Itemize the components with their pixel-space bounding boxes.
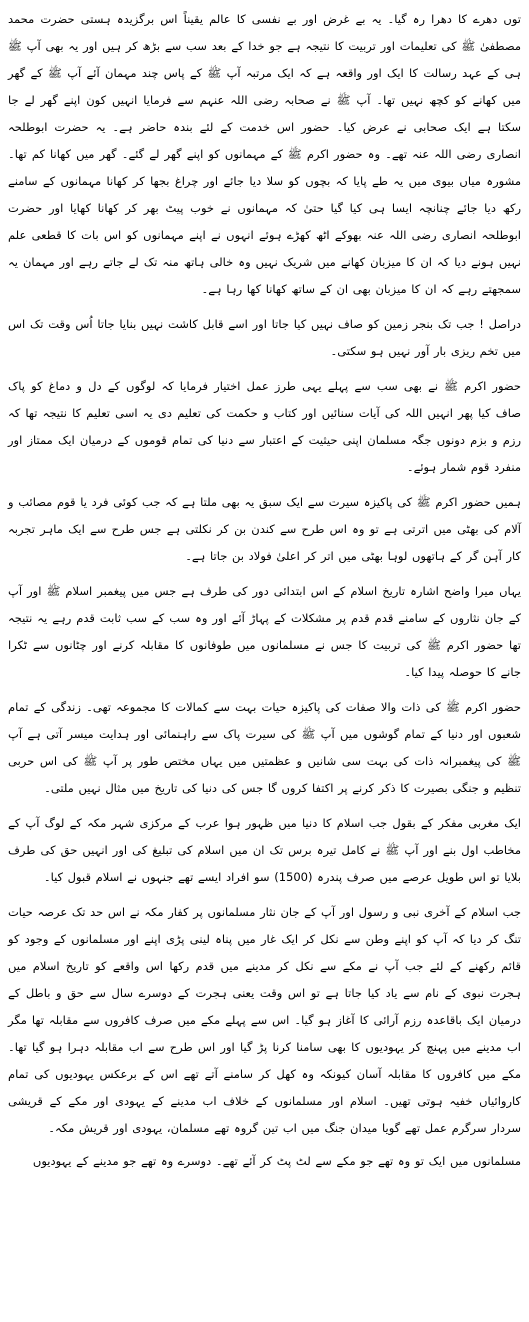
paragraph-9: مسلمانوں میں ایک تو وہ تھے جو مکے سے لٹ پٹ کر آئے تھے۔ دوسرے وہ تھے جو مدینے کے یہودیوں	[32, 1154, 521, 1168]
paragraph-1: توں دھرے کا دھرا رہ گیا۔ یہ بے غرض اور بے نفسی کا عالم یقیناً اس برگزیدہ ہستی حضرت محمد مصطفیٰ ﷺ کی تعلیمات اور تربیت کا نتیجہ ہے جو خدا کے بعد سب سے بڑھ کر ہیں اور یہ بھی آپ ﷺ ہی کے عہد رسالت کا ایک اور واقعہ ہے کہ ایک مرتبہ آپ ﷺ کے پاس چند مہمان آئے آپ ﷺ کے گھر میں کھانے کو کچھ نہیں تھا۔ آپ ﷺ نے صحابہ رضی اللہ عنہم سے فرمایا انہیں کون اپنے گھر لے جا سکتا ہے ایک صحابی نے عرض کیا۔ حضور اس خدمت کے لئے بندہ حاضر ہے۔ یہ حضرت ابوطلحہ انصاری رضی اللہ عنہ تھے۔ وہ حضور اکرم ﷺ کے مہمانوں کو اپنے گھر لے گئے۔ گھر میں کھانا کم تھا۔ مشورہ میاں بیوی میں یہ طے پایا کہ بچوں کو سلا دیا جائے اور چراغ بجھا کر کھانا مہمانوں کے سامنے رکھ دیا جائے چنانچہ ایسا ہی کیا گیا حتیٰ کہ مہمانوں نے خوب پیٹ بھر کر کھانا کھایا اور حضرت ابوطلحہ انصاری رضی اللہ عنہ بھوکے اٹھ کھڑے ہوئے انہوں نے اپنے مہمانوں کو اس بات کا قطعی علم نہیں ہونے دیا کہ ان کا میزبان کھانے میں شریک نہیں وہ خالی ہاتھ منہ تک لے جاتے رہے اور مہمان یہ سمجھتے رہے کہ ان کا میزبان بھی ان کے ساتھ کھانا کھا رہا ہے۔	[8, 12, 521, 296]
paragraph-8: جب اسلام کے آخری نبی و رسول اور آپ کے جان نثار مسلمانوں پر کفار مکہ نے اس حد تک عرصہ حیات تنگ کر دیا کہ آپ کو اپنے وطن سے نکل کر ایک غار میں پناہ لینی پڑی اپنے اور مسلمانوں کے وجود کو قائم رکھنے کے لئے جب آپ نے مکے سے نکل کر مدینے میں قدم رکھا اس واقعے کو تاریخ اسلام میں ہجرت نبوی کے نام سے یاد کیا جاتا ہے تو اس وقت یعنی ہجرت کے دوسرے سال سے حق و باطل کے درمیان ایک باقاعدہ رزم آرائی کا آغاز ہو گیا۔ اس سے پہلے مکے میں صرف کافروں سے مقابلہ تھا مگر اب مدینے میں پہنچ کر یہودیوں کا بھی سامنا کرنا پڑ گیا اور اس طرح سے اب مقابلہ دہرا ہو گیا تھا۔ مکے میں کافروں کا مقابلہ آسان کیونکہ وہ کھل کر سامنے آتے تھے اس کے برعکس یہودیوں کی تمام کاروائیاں خفیہ ہوتی تھیں۔ اسلام اور مسلمانوں کے خلاف اب مدینے کے یہودی اور مکے کے قریشی سردار سرگرم عمل تھے گویا میدان جنگ میں اب تین گروہ تھے مسلمان، یہودی اور قریش مکہ۔	[7, 905, 521, 1135]
paragraph-2: دراصل ! جب تک بنجر زمین کو صاف نہیں کیا جاتا اور اسے قابل کاشت نہیں بنایا جاتا اُس وقت تک اس میں تخم ریزی بار آور نہیں ہو سکتی۔	[8, 317, 521, 358]
paragraph-3: حضور اکرم ﷺ نے بھی سب سے پہلے یہی طرز عمل اختیار فرمایا کہ لوگوں کے دل و دماغ کو پاک صاف کیا پھر انہیں اللہ کی آیات سنائیں اور کتاب و حکمت کی تعلیم دی یہ اسی تعلیم کا نتیجہ تھا کہ رزم و بزم دونوں جگہ مسلمان اپنی حیثیت کے اعتبار سے دنیا کی تمام قوموں کے درمیان ایک ممتاز اور منفرد قوم شمار ہوئے۔	[8, 379, 521, 474]
paragraph-7: ایک مغربی مفکر کے بقول جب اسلام کا دنیا میں ظہور ہوا عرب کے مرکزی شہر مکہ کے لوگ آپ کے مخاطب اول بنے اور آپ ﷺ نے کامل تیرہ برس تک ان میں اسلام کی تبلیغ کی اور انہیں حق کی طرف بلایا تو اس طویل عرصے میں صرف پندرہ (1500) سو افراد ایسے تھے جنہوں نے اسلام قبول کیا۔	[8, 816, 521, 884]
paragraph-4: ہمیں حضور اکرم ﷺ کی پاکیزہ سیرت سے ایک سبق یہ بھی ملتا ہے کہ جب کوئی فرد یا قوم مصائب و آلام کی بھٹی میں اترتی ہے تو وہ اس طرح سے کندن بن کر نکلتی ہے جس طرح سے ایک ماہر تجربہ کار آہن گر کے ہاتھوں لوہا بھٹی میں اتر کر اعلیٰ فولاد بن جاتا ہے۔	[8, 495, 521, 563]
paragraph-6: حضور اکرم ﷺ کی ذات والا صفات کی پاکیزہ حیات بہت سے کمالات کا مجموعہ تھی۔ زندگی کے تمام شعبوں اور دنیا کے تمام گوشوں میں آپ ﷺ کی سیرت پاک سے راہنمائی اور ہدایت میسر آتی ہے آپ ﷺ کی پیغمبرانہ ذات کی بہت سی شانیں و عظمتیں میں یہاں مختص طور پر آپ ﷺ کی اس حربی تنظیم و جنگی بصیرت کا ذکر کرنے پر اکتفا کروں گا جس کی دنیا کی تاریخ میں مثال نہیں ملتی۔	[8, 700, 521, 795]
paragraph-5: یہاں میرا واضح اشارہ تاریخ اسلام کے اس ابتدائی دور کی طرف ہے جس میں پیغمبر اسلام ﷺ اور آپ کے جان نثاروں کے سامنے قدم قدم پر مشکلات کے پہاڑ آئے اور وہ سب کے سب ثابت قدم رہے یہ نتیجہ تھا حضور اکرم ﷺ کی تربیت کا جس نے مسلمانوں میں طوفانوں کا مقابلہ کرنے اور چٹانوں سے ٹکرا جانے کا حوصلہ پیدا کیا۔	[8, 584, 521, 679]
